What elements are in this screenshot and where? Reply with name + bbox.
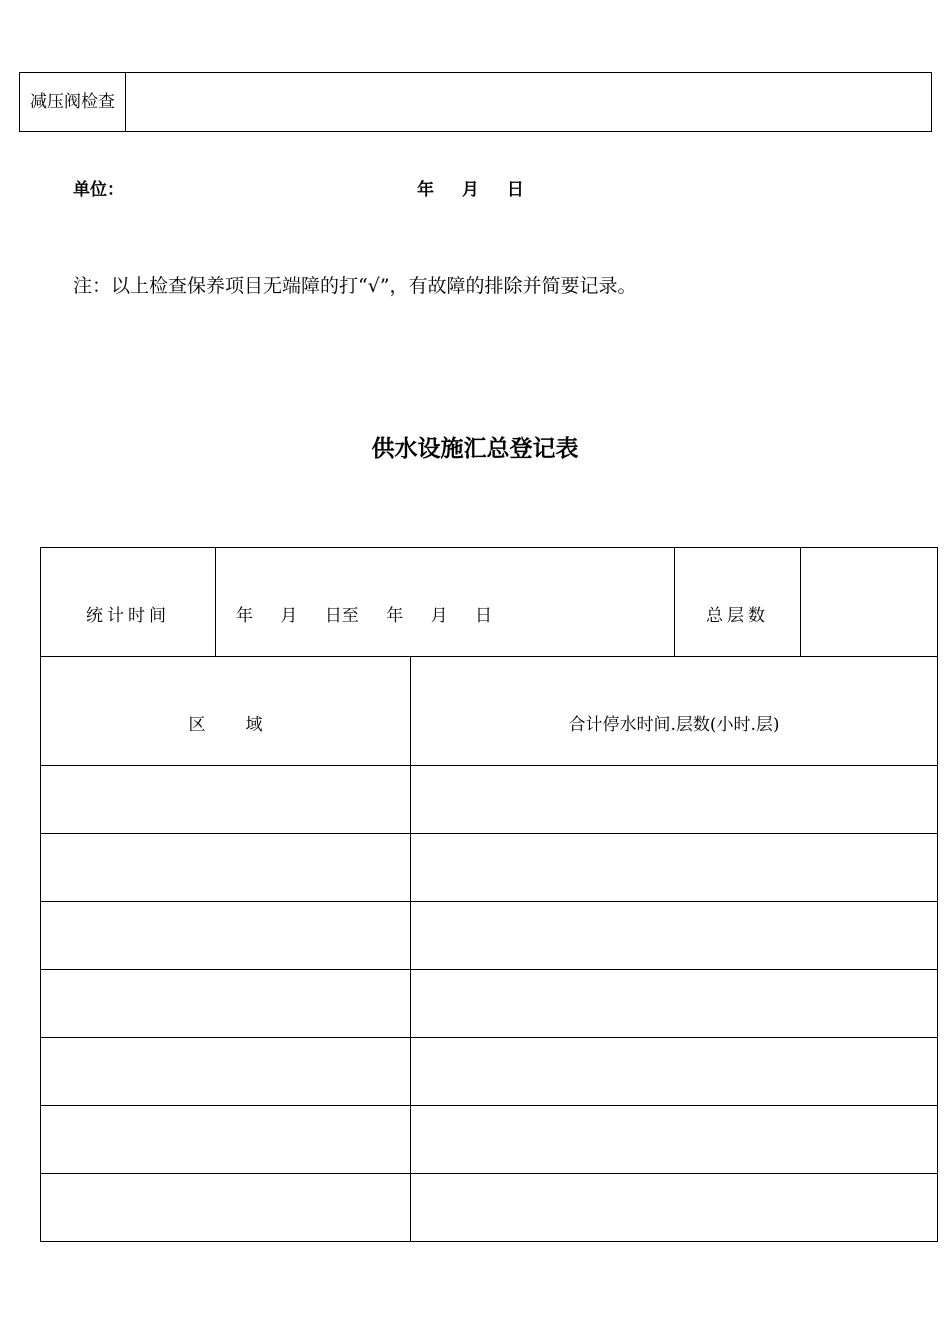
area-cell — [41, 1038, 411, 1106]
total-cell — [411, 902, 938, 970]
table-row — [41, 1174, 938, 1242]
table-row — [20, 73, 932, 132]
day-label: 日 — [506, 180, 524, 200]
page-title: 供水设施汇总登记表 — [371, 435, 579, 462]
table-row — [41, 1106, 938, 1174]
pressure-valve-value-cell — [126, 73, 932, 132]
table-row — [41, 657, 938, 766]
area-cell — [41, 1174, 411, 1242]
total-cell — [411, 970, 938, 1038]
area-cell — [41, 766, 411, 834]
area-cell — [41, 902, 411, 970]
note-text: 注：以上检查保养项目无端障的打“√”，有故障的排除并简要记录。 — [73, 275, 637, 297]
total-stop-time-header: 合计停水时间.层数(小时.层) — [411, 657, 938, 766]
range-year-start: 年 — [236, 605, 253, 626]
range-month-start: 月 — [280, 605, 298, 626]
total-cell — [411, 766, 938, 834]
total-cell — [411, 1106, 938, 1174]
table-row — [41, 766, 938, 834]
total-cell — [411, 1174, 938, 1242]
pressure-valve-label: 减压阀检查 — [20, 73, 126, 132]
table-row — [41, 1038, 938, 1106]
area-cell — [41, 834, 411, 902]
table-row — [41, 834, 938, 902]
area-header: 区 域 — [41, 657, 411, 766]
year-label: 年 — [417, 180, 434, 200]
unit-label: 单位： — [73, 180, 124, 200]
table-row — [41, 902, 938, 970]
range-year-end: 年 — [386, 605, 404, 626]
stat-time-range — [216, 548, 675, 657]
area-cell — [41, 1106, 411, 1174]
range-day-end: 日 — [475, 605, 493, 626]
total-cell — [411, 1038, 938, 1106]
total-cell — [411, 834, 938, 902]
total-floors-value — [801, 548, 938, 657]
stat-time-label: 统计时间 — [41, 548, 216, 657]
range-day-start: 日至 — [324, 605, 359, 626]
month-label: 月 — [461, 180, 479, 200]
signoff-date — [417, 175, 546, 200]
table-row — [41, 548, 938, 657]
range-month-end: 月 — [430, 605, 448, 626]
water-supply-summary-table — [40, 547, 938, 1242]
table-row — [41, 970, 938, 1038]
area-cell — [41, 970, 411, 1038]
inspection-table — [19, 72, 932, 132]
total-floors-label: 总层数 — [675, 548, 801, 657]
